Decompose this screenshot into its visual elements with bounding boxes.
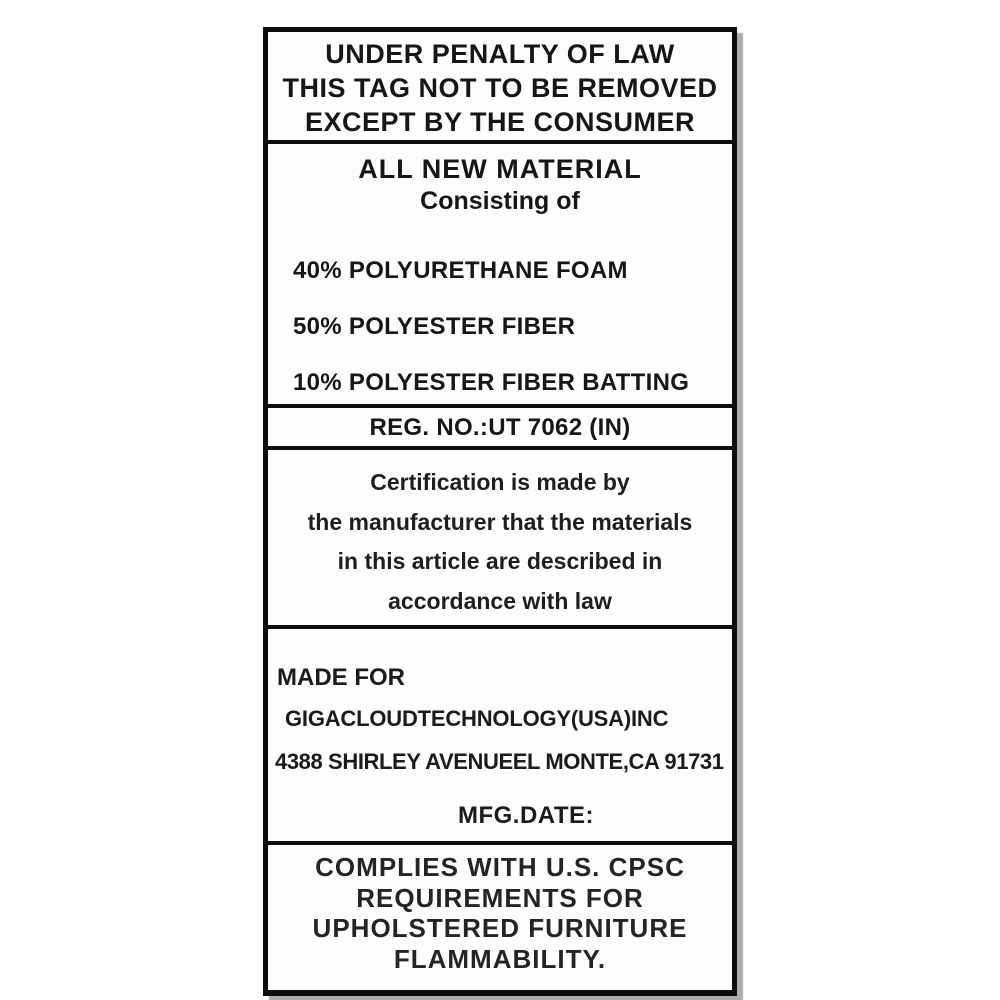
compliance-section xyxy=(268,845,732,990)
material-item: 50% POLYESTER FIBER xyxy=(293,313,576,340)
certification-line: in this article are described in xyxy=(337,548,663,574)
certification-line: accordance with law xyxy=(388,587,612,614)
materials-subtitle: Consisting of xyxy=(420,187,580,215)
made-for-section xyxy=(268,629,732,845)
materials-title: ALL NEW MATERIAL xyxy=(358,154,642,184)
compliance-line: FLAMMABILITY. xyxy=(393,943,607,974)
penalty-warning-line: THIS TAG NOT TO BE REMOVED xyxy=(282,73,718,103)
law-label-tag xyxy=(263,27,737,996)
made-for-label: MADE FOR xyxy=(277,664,405,691)
material-item: 10% POLYESTER FIBER BATTING xyxy=(293,369,690,396)
compliance-line: REQUIREMENTS FOR xyxy=(356,882,644,913)
compliance-line: COMPLIES WITH U.S. CPSC xyxy=(315,852,685,882)
materials-section xyxy=(268,144,732,408)
penalty-warning-line: EXCEPT BY THE CONSUMER xyxy=(304,107,696,137)
registration-number: REG. NO.:UT 7062 (IN) xyxy=(369,414,631,441)
certification-line: the manufacturer that the materials xyxy=(307,508,693,535)
registration-number-section xyxy=(268,408,732,450)
penalty-warning-line: UNDER PENALTY OF LAW xyxy=(325,39,675,69)
material-item: 40% POLYURETHANE FOAM xyxy=(293,257,628,284)
certification-section xyxy=(268,450,732,629)
penalty-warning-section xyxy=(268,32,732,144)
mfg-date-label: MFG.DATE: xyxy=(457,802,595,829)
compliance-line: UPHOLSTERED FURNITURE xyxy=(312,913,688,943)
manufacturer-name: GIGACLOUDTECHNOLOGY(USA)INC xyxy=(285,706,669,731)
certification-line: Certification is made by xyxy=(370,469,630,495)
manufacturer-address: 4388 SHIRLEY AVENUEEL MONTE,CA 91731 xyxy=(275,749,724,774)
